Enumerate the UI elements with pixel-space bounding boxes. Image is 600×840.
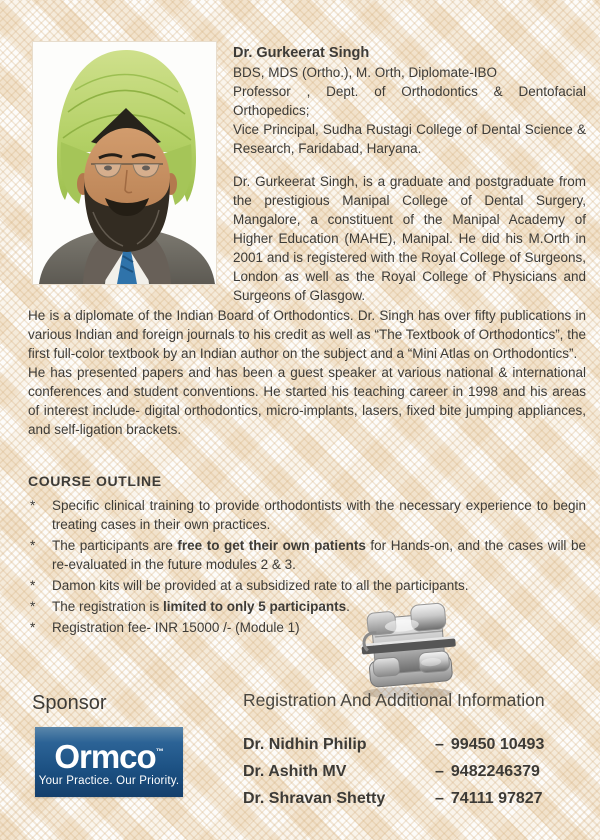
ormco-logo (35, 727, 183, 797)
ormco-logo-wordmark: Ormco™ (54, 738, 164, 775)
contact-row (243, 731, 583, 758)
contact-row (243, 758, 583, 785)
list-item (28, 576, 586, 595)
profile-name: Dr. Gurkeerat Singh (233, 45, 370, 61)
profile-credentials: BDS, MDS (Ortho.), M. Orth, Diplomate-IBO (233, 65, 498, 80)
course-outline-list (28, 496, 586, 637)
bracket-image (348, 600, 470, 700)
sponsor-label: Sponsor (32, 692, 107, 714)
course-outline-title: COURSE OUTLINE (28, 473, 162, 489)
profile-photo (33, 42, 216, 284)
contact-row (243, 785, 583, 812)
contact-name: Dr. Shravan Shetty (243, 790, 386, 807)
trademark-symbol: ™ (155, 747, 164, 756)
bullet-marker: * (30, 498, 36, 513)
ormco-tagline: Your Practice. Our Priority. (38, 775, 180, 787)
profile-header (233, 44, 586, 305)
bullet-marker: * (30, 538, 36, 553)
course-outline-section (28, 472, 586, 639)
list-item (28, 597, 586, 616)
list-item (28, 618, 586, 637)
orthodontic-bracket-illustration (348, 600, 470, 700)
list-item-text: Damon kits will be provided at a subsidized rate to all the participants. (52, 578, 469, 593)
bullet-marker: * (30, 578, 36, 593)
profile-position: Professor , Dept. of Orthodontics & Dentofacial Orthopedics; (233, 84, 586, 118)
bullet-marker: * (30, 620, 36, 635)
registration-title: Registration And Additional Information (243, 690, 545, 710)
bio-paragraph-2: He is a diplomate of the Indian Board of Orthodontics. Dr. Singh has over fifty publications in various Indian and foreign journals to his credit as well as “The Textbook of Orthodontics”, the first full-color textbook by an Indian author on the subject and a “Mini Atlas on Orthodontics”. (28, 308, 586, 361)
bio-paragraph-3: He has presented papers and has been a guest speaker at various national & international conferences and student conventions. He started his teaching career in 1998 and his areas of interest include- digital orthodontics, micro-implants, lasers, fixed bite jumping appliances, and self-ligation brackets. (28, 365, 586, 437)
contact-phone: – 74111 97827 (435, 790, 543, 807)
list-item-text: Specific clinical training to provide orthodontists with the necessary experience to begin treating cases in their own practices. (52, 498, 586, 532)
registration-section (243, 690, 583, 812)
contact-name: Dr. Ashith MV (243, 763, 347, 780)
bio-paragraph-1: Dr. Gurkeerat Singh, is a graduate and postgraduate from the prestigious Manipal College of Dental Surgery, Mangalore, a constituent of the Manipal Academy of Higher Education (MAHE), Manipal. He did his M.Orth in 2001 and is registered with the Royal College of Surgeons, London as well as the Royal College of Physicians and Surgeons of Glasgow. (233, 174, 586, 303)
contact-phone: – 9482246379 (435, 763, 540, 780)
list-item-text: The participants are free to get their own patients for Hands-on, and the cases will be re-evaluated in the future modules 2 & 3. (52, 538, 586, 572)
list-item-text: Registration fee- INR 15000 /- (Module 1) (52, 620, 300, 635)
list-item (28, 536, 586, 574)
portrait-illustration (33, 42, 216, 284)
contact-phone: – 99450 10493 (435, 736, 545, 753)
list-item (28, 496, 586, 534)
profile-institution: Vice Principal, Sudha Rustagi College of Dental Science & Research, Faridabad, Haryana. (233, 122, 586, 156)
bio-body (28, 306, 586, 439)
bullet-marker: * (30, 599, 36, 614)
contact-name: Dr. Nidhin Philip (243, 736, 367, 753)
list-item-text: The registration is limited to only 5 participants. (52, 599, 350, 614)
